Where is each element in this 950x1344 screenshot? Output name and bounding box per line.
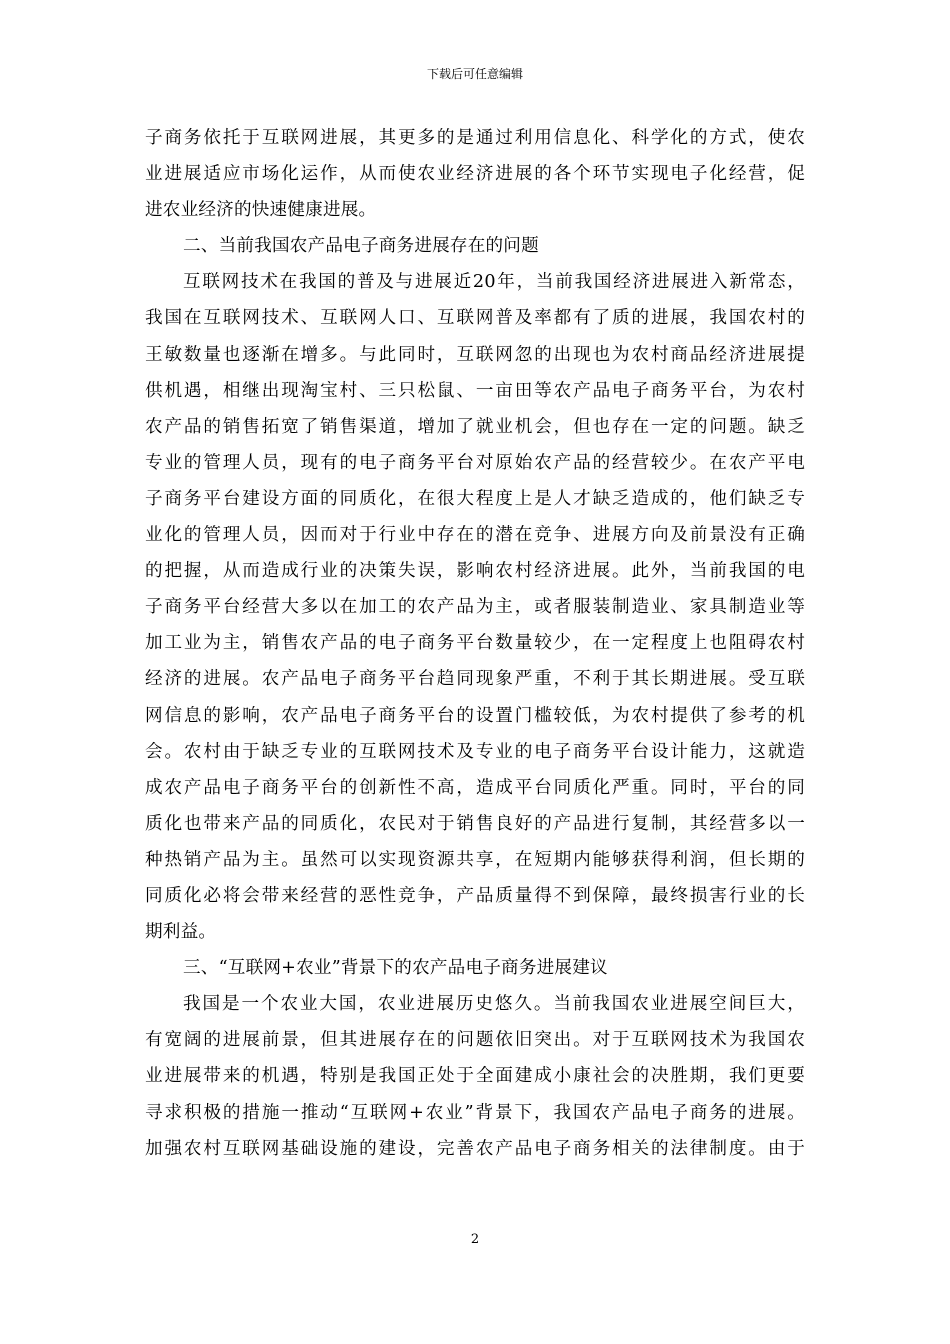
page-number: 2 <box>470 1232 480 1247</box>
body-line: 我国在互联网技术、互联网人口、互联网普及率都有了质的进展，我国农村的 <box>145 308 805 329</box>
document-body <box>145 120 805 1167</box>
body-line: 王敏数量也逐渐在增多。与此同时，互联网忽的出现也为农村商品经济进展提 <box>145 344 805 365</box>
body-line: 互联网技术在我国的普及与进展近20年，当前我国经济进展进入新常态， <box>183 272 805 293</box>
body-line: 加工业为主，销售农产品的电子商务平台数量较少，在一定程度上也阻碍农村 <box>145 633 805 654</box>
body-line: 经济的进展。农产品电子商务平台趋同现象严重，不利于其长期进展。受互联 <box>145 669 805 690</box>
body-line: 有宽阔的进展前景，但其进展存在的问题依旧突出。对于互联网技术为我国农 <box>145 1030 805 1051</box>
body-line: 子商务平台经营大多以在加工的农产品为主，或者服装制造业、家具制造业等 <box>145 597 805 618</box>
body-line: 专业的管理人员，现有的电子商务平台对原始农产品的经营较少。在农产平电 <box>145 452 805 473</box>
body-line: 业化的管理人员，因而对于行业中存在的潜在竞争、进展方向及前景没有正确 <box>145 525 805 546</box>
body-line: 的把握，从而造成行业的决策失误，影响农村经济进展。此外，当前我国的电 <box>145 561 805 582</box>
body-line: 我国是一个农业大国，农业进展历史悠久。当前我国农业进展空间巨大， <box>183 994 805 1015</box>
body-line: 子商务依托于互联网进展，其更多的是通过利用信息化、科学化的方式，使农 <box>145 128 805 148</box>
section-heading-3: 三、“互联网+农业”背景下的农产品电子商务进展建议 <box>183 958 608 979</box>
body-line: 子商务平台建设方面的同质化，在很大程度上是人才缺乏造成的，他们缺乏专 <box>145 488 805 509</box>
body-line: 会。农村由于缺乏专业的互联网技术及专业的电子商务平台设计能力，这就造 <box>145 741 805 762</box>
body-line: 业进展适应市场化运作，从而使农业经济进展的各个环节实现电子化经营，促 <box>145 164 805 185</box>
body-line: 供机遇，相继出现淘宝村、三只松鼠、一亩田等农产品电子商务平台，为农村 <box>145 380 805 401</box>
body-line: 同质化必将会带来经营的恶性竞争，产品质量得不到保障，最终损害行业的长 <box>145 885 805 906</box>
body-line: 寻求积极的措施一推动“互联网+农业”背景下，我国农产品电子商务的进展。 <box>145 1102 805 1123</box>
body-line: 网信息的影响，农产品电子商务平台的设置门槛较低，为农村提供了参考的机 <box>145 705 805 726</box>
section-heading-2: 二、当前我国农产品电子商务进展存在的问题 <box>183 236 539 257</box>
body-line: 进农业经济的快速健康进展。 <box>145 200 377 221</box>
body-line: 成农产品电子商务平台的创新性不高，造成平台同质化严重。同时，平台的同 <box>145 777 805 798</box>
body-line: 业进展带来的机遇，特别是我国正处于全面建成小康社会的决胜期，我们更要 <box>145 1066 805 1087</box>
body-line: 期利益。 <box>145 922 217 943</box>
body-line: 质化也带来产品的同质化，农民对于销售良好的产品进行复制，其经营多以一 <box>145 813 805 834</box>
body-line: 种热销产品为主。虽然可以实现资源共享，在短期内能够获得利润，但长期的 <box>145 849 805 870</box>
body-line: 加强农村互联网基础设施的建设，完善农产品电子商务相关的法律制度。由于 <box>145 1138 805 1159</box>
body-line: 农产品的销售拓宽了销售渠道，增加了就业机会，但也存在一定的问题。缺乏 <box>145 416 805 437</box>
page-header: 下载后可任意编辑 <box>426 67 523 81</box>
